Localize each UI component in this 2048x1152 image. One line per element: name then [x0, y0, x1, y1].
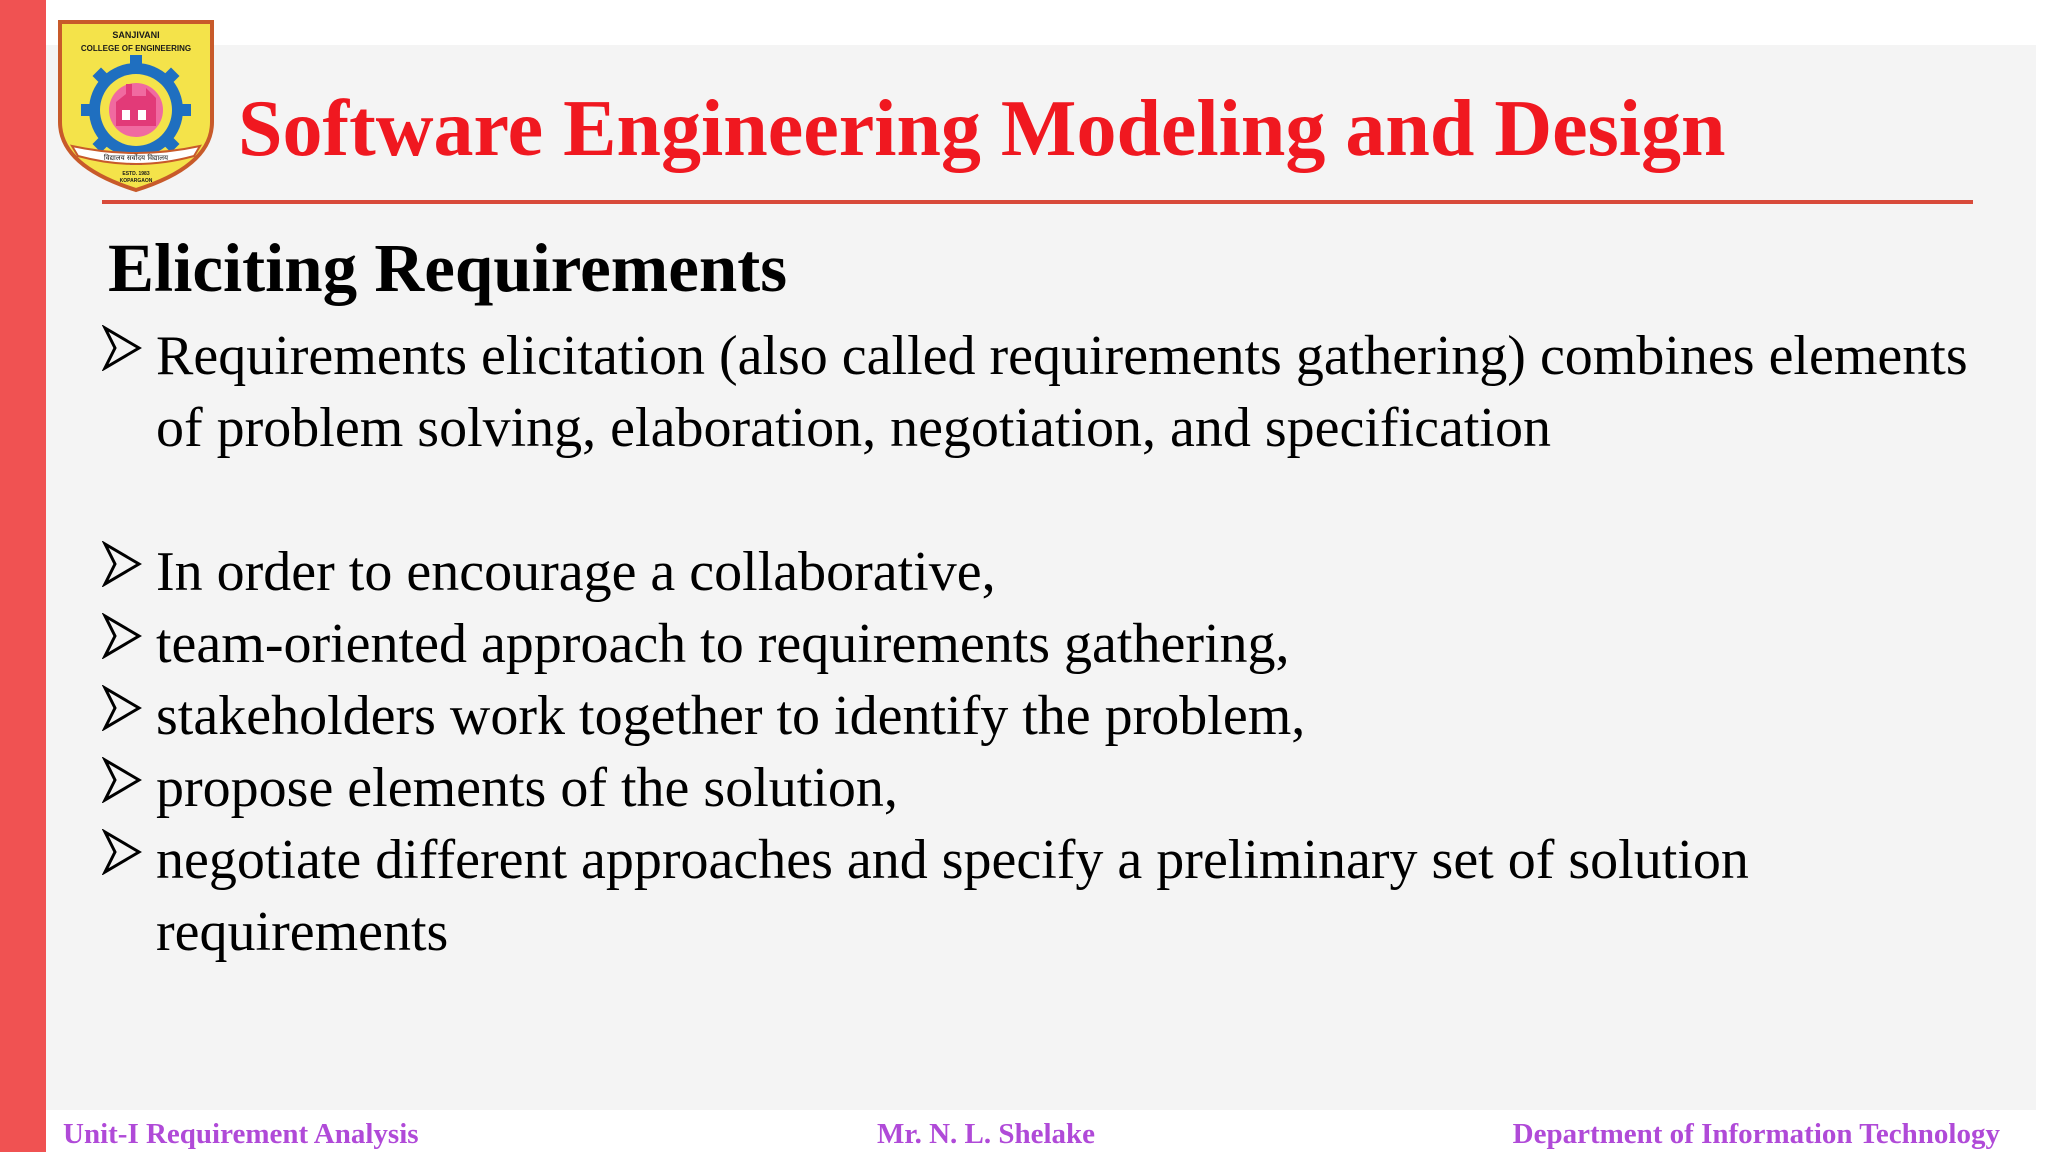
- bullet-text: negotiate different approaches and specify a preliminary set of solution requirements: [156, 829, 1749, 963]
- section-heading: Eliciting Requirements: [108, 230, 788, 306]
- bullet-text: team-oriented approach to requirements gathering,: [156, 613, 1290, 675]
- bullet-text: propose elements of the solution,: [156, 757, 898, 819]
- logo-estd: ESTD. 1983: [122, 171, 150, 177]
- arrow-bullet-icon: [102, 757, 142, 803]
- bullet-item: [98, 824, 1978, 968]
- bullet-item: [98, 752, 1978, 824]
- bullet-text: Requirements elicitation (also called requirements gathering) combines elements of problem solving, elaboration, negotiation, and specification: [156, 325, 1968, 459]
- left-accent-bar: [0, 0, 46, 1152]
- arrow-bullet-icon: [102, 829, 142, 875]
- arrow-bullet-icon: [102, 325, 142, 371]
- college-logo: [52, 14, 220, 196]
- footer-unit: Unit-I Requirement Analysis: [63, 1118, 419, 1150]
- logo-name-line2: COLLEGE OF ENGINEERING: [80, 44, 192, 53]
- bullet-item: [98, 536, 1978, 608]
- bullet-item: [98, 680, 1978, 752]
- bullet-text: stakeholders work together to identify the problem,: [156, 685, 1306, 747]
- arrow-bullet-icon: [102, 541, 142, 587]
- bullet-item: [98, 320, 1978, 464]
- footer-department: Department of Information Technology: [1512, 1118, 2000, 1150]
- bullet-text: In order to encourage a collaborative,: [156, 541, 996, 603]
- title-divider: [102, 200, 1973, 204]
- arrow-bullet-icon: [102, 685, 142, 731]
- arrow-bullet-icon: [102, 613, 142, 659]
- logo-place: KOPARGAON: [119, 178, 153, 184]
- bullet-item: [98, 608, 1978, 680]
- logo-ribbon-text: विद्यालय सर्वोदय विद्यालय: [103, 154, 169, 162]
- footer-author: Mr. N. L. Shelake: [877, 1118, 1096, 1150]
- logo-name-line1: SANJIVANI: [112, 30, 160, 40]
- bullet-list: [98, 320, 1978, 968]
- gear-icon: [81, 55, 191, 165]
- slide-title: Software Engineering Modeling and Design: [238, 85, 1726, 173]
- slide-footer: [0, 1116, 2048, 1152]
